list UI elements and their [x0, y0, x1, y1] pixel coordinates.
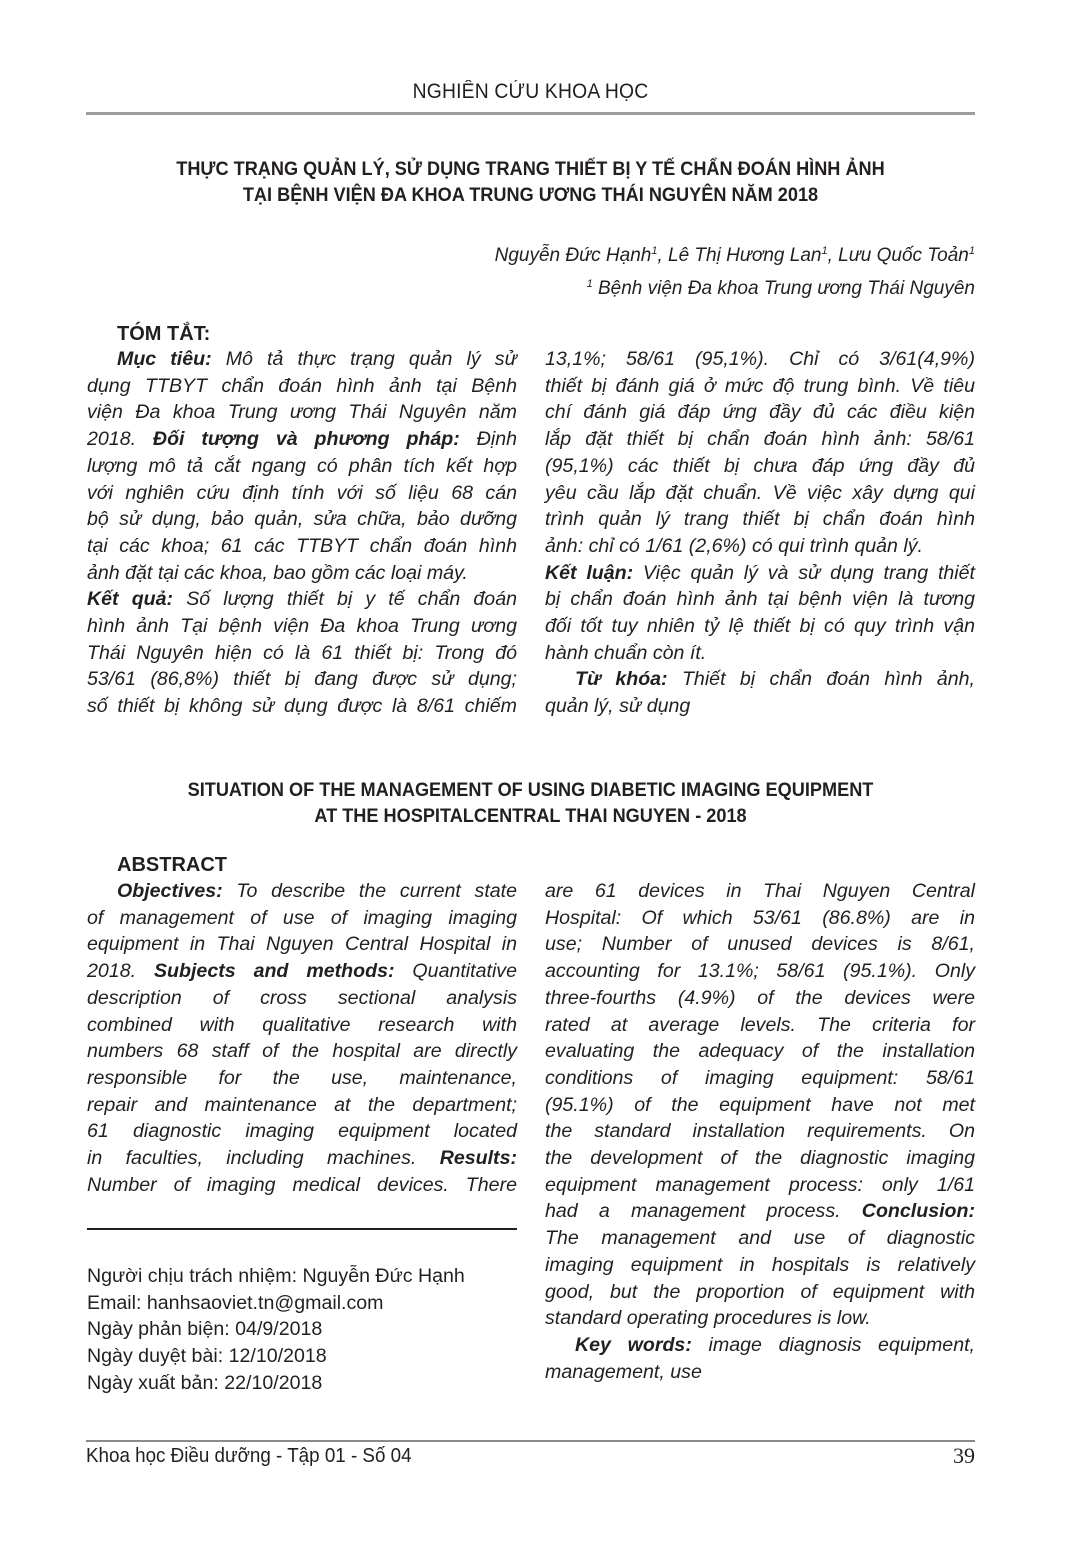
text-line: equipment management process: only 1/61	[545, 1173, 975, 1196]
footnote-rule	[87, 1228, 517, 1230]
text-line: Mục tiêu: Mô tả thực trạng quản lý sử	[117, 348, 517, 370]
run-in-label: Kết quả:	[87, 588, 174, 611]
en-article-title	[117, 777, 944, 829]
text-line: thiết bị đánh giá ở mức độ trung bình. Về tiêu	[545, 374, 975, 397]
text-line: repair and maintenance at the department;	[87, 1093, 517, 1116]
text-line: quản lý, sử dụng	[545, 695, 691, 718]
run-in-label: Mục tiêu:	[117, 348, 212, 370]
en-title-line-2: AT THE HOSPITALCENTRAL THAI NGUYEN - 2018	[314, 805, 747, 827]
text-line: accounting for 13.1%; 58/61 (95.1%). Only	[545, 960, 975, 983]
text-line: use; Number of unused devices is 8/61,	[545, 933, 975, 956]
text-line: Kết quả: Số lượng thiết bị y tế chẩn đoán	[87, 588, 517, 611]
run-in-label: Từ khóa:	[575, 668, 668, 691]
text-line: Kết luận: Việc quản lý và sử dụng trang thiết	[545, 561, 975, 584]
text-line: combined with qualitative research with	[87, 1013, 517, 1036]
header-rule	[86, 112, 975, 115]
vn-title-line-1: THỰC TRẠNG QUẢN LÝ, SỬ DỤNG TRANG THIẾT BỊ Y TẾ CHẨN ĐOÁN HÌNH ẢNH	[176, 158, 885, 180]
vn-abstract-right-column	[545, 346, 975, 720]
text-line: bộ sử dụng, bảo quản, sửa chữa, bảo dưỡng	[87, 508, 517, 531]
affiliation-mark: 1	[821, 245, 828, 257]
text-line: had a management process. Conclusion:	[545, 1200, 975, 1223]
text-line: 13,1%; 58/61 (95,1%). Chỉ có 3/61(4,9%)	[545, 348, 975, 370]
text-line: equipment in Thai Nguyen Central Hospital in	[87, 933, 517, 956]
text-line: 61 diagnostic imaging equipment located	[87, 1120, 517, 1143]
en-title-line-1: SITUATION OF THE MANAGEMENT OF USING DIABETIC IMAGING EQUIPMENT	[187, 779, 874, 801]
text-line: tại các khoa; 61 các TTBYT chẩn đoán hình	[87, 534, 517, 557]
author-list: Nguyễn Đức Hạnh$^1$, Lê Thị Hương Lan$^1$, Lưu Quốc Toản$^1$	[494, 245, 975, 266]
text-line: description of cross sectional analysis	[87, 986, 517, 1009]
vn-abstract-heading: TÓM TẮT:	[117, 323, 211, 345]
text-line: số thiết bị không sử dụng được là 8/61 chiếm	[87, 695, 517, 718]
text-line: of management of use of imaging imaging	[87, 906, 517, 929]
footnote-accept-date: Ngày duyệt bài: 12/10/2018	[87, 1345, 327, 1368]
text-line: numbers 68 staff of the hospital are directly	[87, 1040, 517, 1063]
text-line: lượng mô tả cắt ngang có phân tích kết hợp	[87, 454, 517, 477]
text-line: dụng TTBYT chẩn đoán hình ảnh tại Bệnh	[87, 374, 517, 397]
text-line: ảnh: chỉ có 1/61 (2,6%) có qui trình quản lý.	[545, 534, 923, 557]
en-abstract-heading: ABSTRACT	[117, 854, 227, 876]
text-line: với nghiên cứu định tính với số liệu 68 cán	[87, 481, 517, 504]
text-line: chí đánh giá đáp ứng đầy đủ các điều kiện	[545, 401, 975, 424]
en-abstract-right-column	[545, 878, 975, 1385]
footnote-responsible: Người chịu trách nhiệm: Nguyễn Đức Hạnh	[87, 1265, 465, 1287]
text-line: Thái Nguyên hiện có là 61 thiết bị: Trong đó	[87, 641, 517, 664]
page-number: 39	[953, 1443, 975, 1468]
text-line: 2018. Subjects and methods: Quantitative	[87, 960, 517, 983]
run-in-label: Results:	[439, 1147, 517, 1170]
run-in-label: Subjects and methods:	[153, 960, 395, 983]
text-line: hành chuẩn còn ít.	[545, 641, 707, 664]
run-in-label: Objectives:	[117, 880, 223, 902]
text-line: yêu cầu lắp đặt chuẩn. Về việc xây dựng qui	[545, 481, 975, 504]
text-line: Hospital: Of which 53/61 (86.8%) are in	[545, 906, 975, 929]
text-line: 53/61 (86,8%) thiết bị đang được sử dụng;	[87, 668, 517, 691]
text-line: trình quản lý trang thiết bị chẩn đoán hình	[545, 508, 975, 531]
text-line: (95,1%) các thiết bị chưa đáp ứng đầy đủ	[545, 454, 975, 477]
text-line: evaluating the adequacy of the installation	[545, 1040, 975, 1063]
correspondence-footnote	[87, 1263, 465, 1397]
running-head: NGHIÊN CỨU KHOA HỌC	[412, 80, 649, 103]
text-line: rated at average levels. The criteria for	[545, 1013, 975, 1036]
affiliation-mark: 1	[651, 245, 658, 257]
footer-rule	[86, 1440, 975, 1442]
text-line: in faculties, including machines. Results:	[87, 1147, 517, 1170]
run-in-label: Conclusion:	[861, 1200, 975, 1223]
journal-name: Khoa học Điều dưỡng - Tập 01 - Số 04	[86, 1445, 412, 1467]
run-in-label: Đối tượng và phương pháp:	[152, 428, 460, 451]
text-line: bị chẩn đoán hình ảnh tại bệnh viện là tương	[545, 588, 975, 611]
text-line: the development of the diagnostic imaging	[545, 1147, 975, 1170]
text-line: Number of imaging medical devices. There	[87, 1173, 517, 1196]
text-line: 2018. Đối tượng và phương pháp: Định	[87, 428, 517, 451]
text-line: Objectives: To describe the current state	[117, 880, 517, 902]
authors-block	[495, 237, 975, 303]
en-abstract-left-column	[87, 878, 517, 1198]
vn-abstract-left-column	[87, 346, 517, 720]
text-line: management, use	[545, 1360, 702, 1383]
text-line: Từ khóa: Thiết bị chẩn đoán hình ảnh,	[575, 668, 975, 691]
text-line: three-fourths (4.9%) of the devices were	[545, 986, 975, 1009]
text-line: (95.1%) of the equipment have not met	[545, 1093, 975, 1116]
text-line: are 61 devices in Thai Nguyen Central	[545, 880, 975, 902]
text-line: viện Đa khoa Trung ương Thái Nguyên năm	[87, 401, 517, 424]
text-line: good, but the proportion of equipment with	[545, 1280, 975, 1303]
text-line: imaging equipment in hospitals is relatively	[545, 1253, 975, 1276]
text-line: đối tốt tuy nhiên tỷ lệ thiết bị có quy trình vận	[545, 615, 975, 638]
text-line: Key words: image diagnosis equipment,	[575, 1333, 975, 1356]
text-line: conditions of imaging equipment: 58/61	[545, 1066, 975, 1089]
affiliation: $^1$ Bệnh viện Đa khoa Trung ương Thái Nguyên	[586, 278, 975, 299]
author-name: Lê Thị Hương Lan	[668, 245, 822, 266]
affiliation-mark: 1	[968, 245, 975, 257]
text-line: responsible for the use, maintenance,	[87, 1066, 517, 1089]
footnote-email[interactable]: Email: hanhsaoviet.tn@gmail.com	[87, 1291, 384, 1314]
text-line: the standard installation requirements. On	[545, 1120, 975, 1143]
footnote-publish-date: Ngày xuất bản: 22/10/2018	[87, 1371, 323, 1394]
text-line: The management and use of diagnostic	[545, 1227, 975, 1250]
vn-article-title	[117, 156, 944, 208]
run-in-label: Key words:	[575, 1333, 692, 1356]
text-line: lắp đặt thiết bị chẩn đoán hình ảnh: 58/61	[545, 428, 975, 451]
footnote-review-date: Ngày phản biện: 04/9/2018	[87, 1318, 323, 1341]
author-name: Nguyễn Đức Hạnh	[494, 245, 652, 266]
vn-title-line-2: TẠI BỆNH VIỆN ĐA KHOA TRUNG ƯƠNG THÁI NGUYÊN NĂM 2018	[242, 184, 819, 206]
run-in-label: Kết luận:	[545, 561, 634, 584]
text-line: standard operating procedures is low.	[545, 1307, 871, 1330]
text-line: hình ảnh Tại bệnh viện Đa khoa Trung ương	[87, 615, 517, 638]
text-line: ảnh đặt tại các khoa, bao gồm các loại máy.	[87, 561, 468, 584]
author-name: Lưu Quốc Toản	[838, 245, 969, 266]
